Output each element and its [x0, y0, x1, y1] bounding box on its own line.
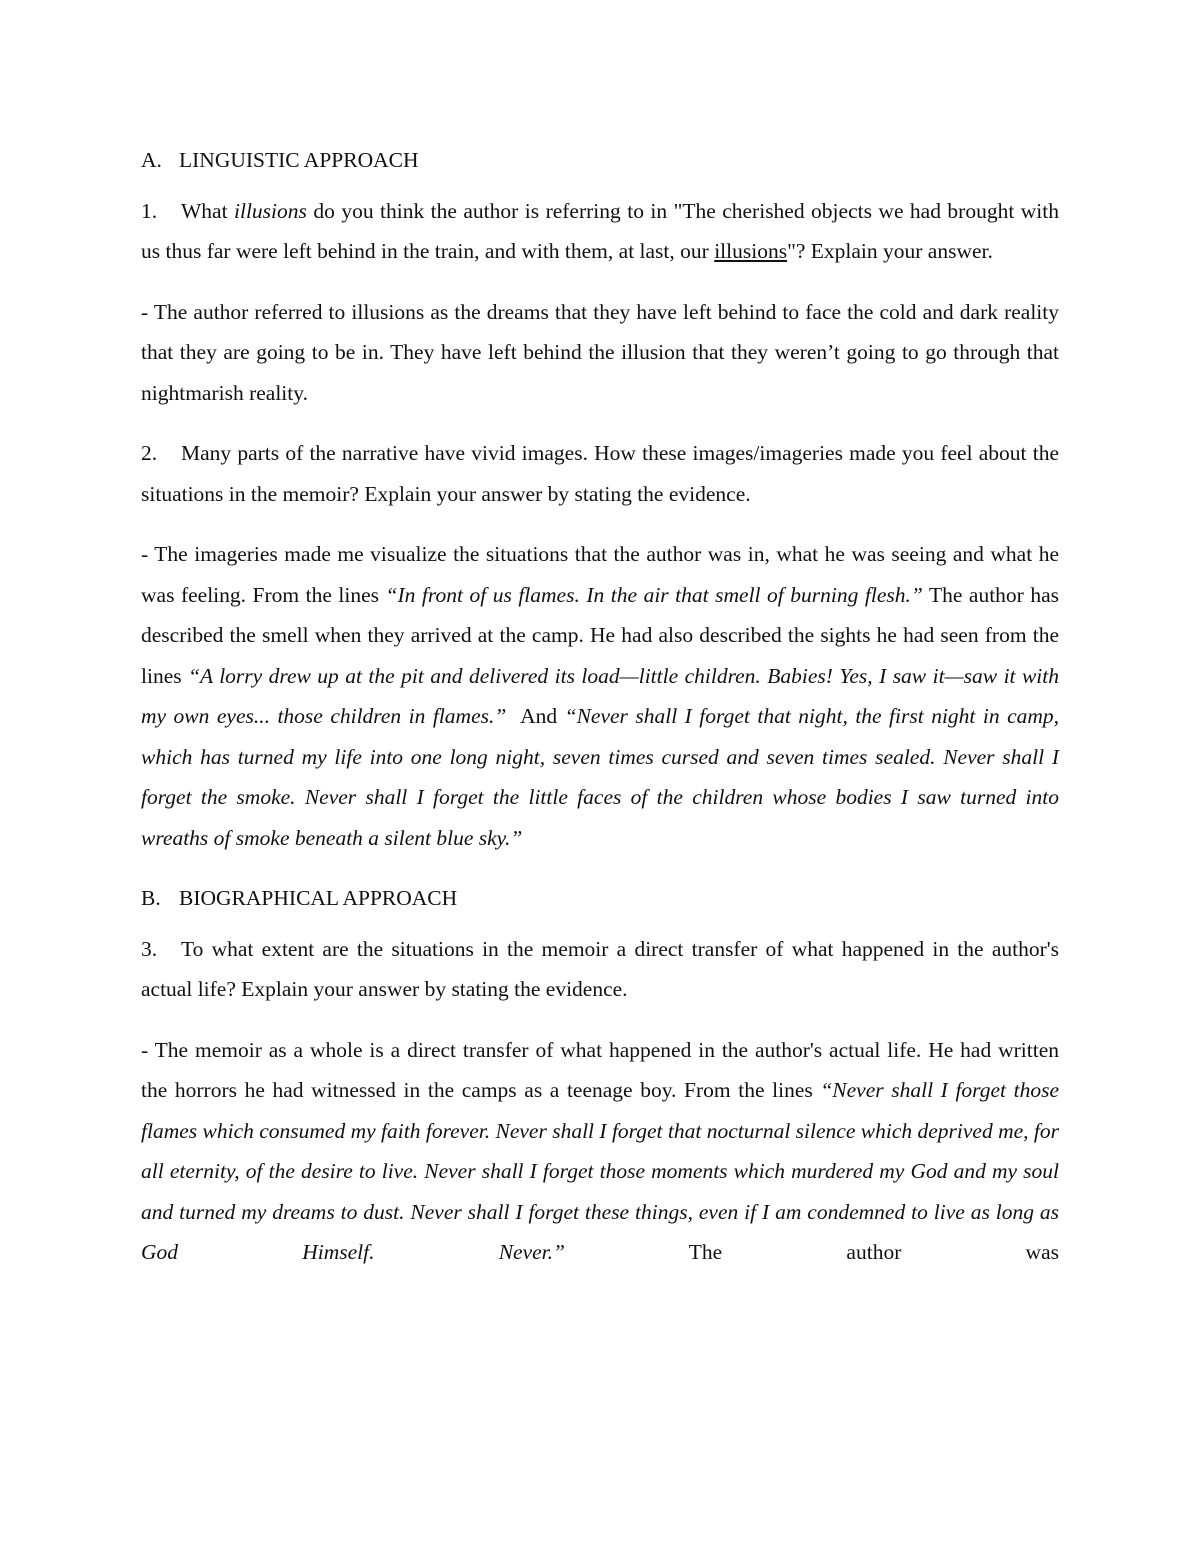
- question-number: 3.: [141, 936, 158, 961]
- question-text-post: "? Explain your answer.: [787, 239, 993, 263]
- answer-text: The author has described the smell when they arrived at the camp. He had also described the sights he had seen from the lines: [141, 582, 1059, 688]
- section-title: LINGUISTIC APPROACH: [179, 148, 419, 172]
- answer-text: - The imageries made me visualize the situations that the author was in, what he was seeing and what he was feeling. From the lines: [141, 542, 1059, 607]
- question-text: Many parts of the narrative have vivid images. How these images/imageries made you feel about the situations in the memoir? Explain your answer by stating the evidence.: [141, 441, 1059, 506]
- answer-text: The author was: [564, 1240, 1059, 1264]
- answer-text: - The author referred to illusions as the dreams that they have left behind to face the cold and dark reality that they are going to be in. They have left behind the illusion that they weren’t going to go through that nightmarish reality.: [141, 299, 1059, 405]
- answer-text: And: [506, 704, 565, 728]
- question-3: [141, 929, 1059, 1010]
- answer-quote: “In front of us flames. In the air that smell of burning flesh.”: [385, 582, 923, 607]
- question-number: 2.: [141, 441, 158, 465]
- answer-quote: “A lorry drew up at the pit and delivered its load—little children. Babies! Yes, I saw it—saw it with my own eyes... those children in flames.”: [141, 663, 1059, 728]
- answer-3: [141, 1030, 1059, 1273]
- section-heading-linguistic: [141, 140, 1059, 181]
- document-body: [141, 140, 1059, 1293]
- question-text-mid: do you think the author is referring to in "The cherished objects we had brought with us thus far were left behind in the train, and with them, at last, our: [141, 198, 1059, 263]
- section-letter: A.: [141, 148, 162, 172]
- question-2: [141, 433, 1059, 514]
- section-title: BIOGRAPHICAL APPROACH: [179, 886, 458, 910]
- question-number: 1.: [141, 198, 158, 223]
- question-text-pre: What: [181, 198, 235, 223]
- section-letter: B.: [141, 886, 161, 910]
- answer-1: [141, 292, 1059, 414]
- question-1: [141, 191, 1059, 272]
- section-heading-biographical: [141, 878, 1059, 919]
- answer-text: - The memoir as a whole is a direct transfer of what happened in the author's actual life. He had written the horrors he had witnessed in the camps as a teenage boy. From the lines: [141, 1037, 1059, 1102]
- answer-quote: “Never shall I forget those flames which consumed my faith forever. Never shall I forget that nocturnal silence which deprived me, for all eternity, of the desire to live. Never shall I forget those moments which murdered my God and my soul and turned my dreams to dust. Never shall I forget these things, even if I am condemned to live as long as God Himself. Never.”: [141, 1078, 1059, 1264]
- answer-2: [141, 534, 1059, 858]
- question-italic-term: illusions: [234, 198, 307, 223]
- question-underlined-term: illusions: [714, 239, 788, 263]
- question-text: To what extent are the situations in the memoir a direct transfer of what happened in the author's actual life? Explain your answer by stating the evidence.: [141, 936, 1059, 1001]
- answer-quote: “Never shall I forget that night, the first night in camp, which has turned my life into one long night, seven times cursed and seven times sealed. Never shall I forget the smoke. Never shall I forget the little faces of the children whose bodies I saw turned into wreaths of smoke beneath a silent blue sky.”: [141, 704, 1060, 850]
